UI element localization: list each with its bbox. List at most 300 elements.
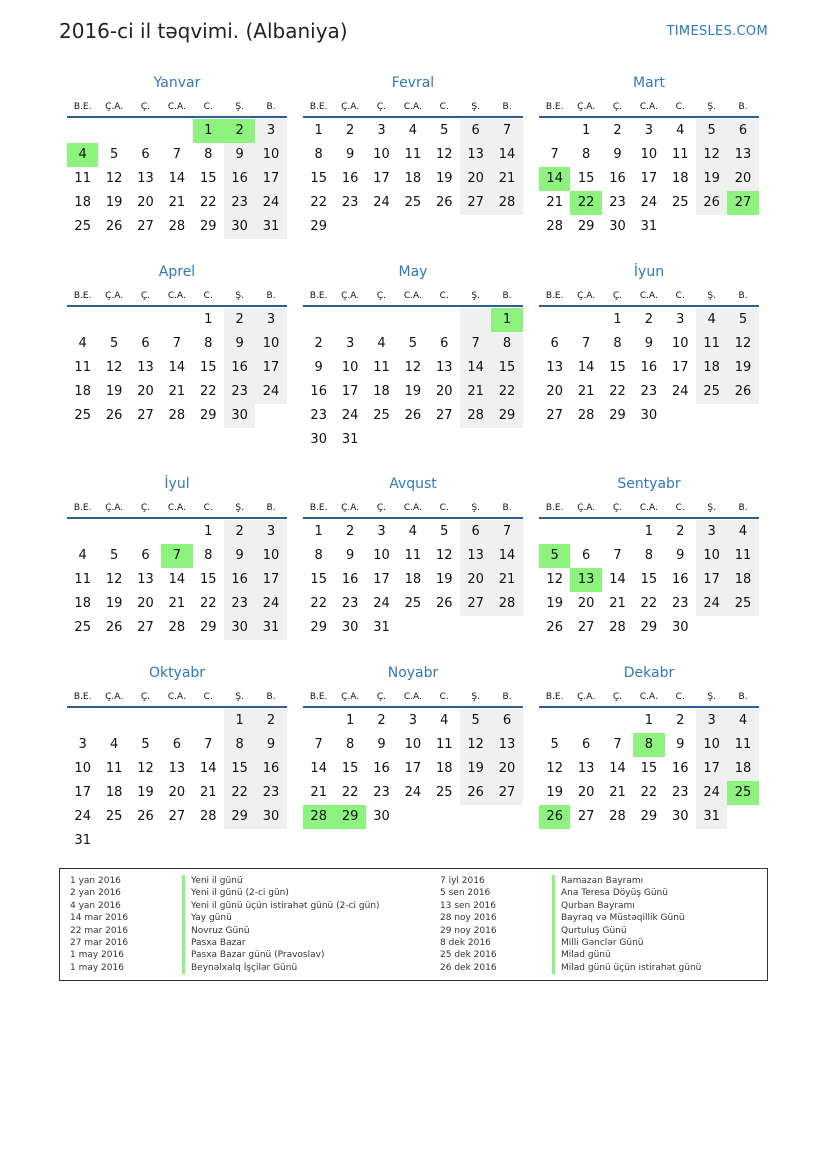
empty-cell (570, 520, 601, 544)
day-cell: 24 (255, 380, 286, 404)
day-cell: 21 (168, 384, 186, 399)
day-cell: 25 (74, 408, 91, 423)
day-cell: 27 (460, 191, 491, 215)
empty-cell (130, 308, 161, 332)
weekday-label: Ç.A. (341, 291, 360, 301)
weekday-label: Ç.A. (105, 503, 124, 513)
day-cell: 20 (460, 167, 491, 191)
weekday-label: Ç.A. (105, 692, 124, 702)
day-cell: 20 (435, 384, 453, 399)
days-grid (67, 118, 287, 239)
weekday-label: C.A. (167, 503, 186, 513)
weekday-label: C. (439, 291, 449, 301)
day-cell: 9 (644, 336, 653, 351)
day-cell: 17 (696, 757, 727, 781)
day-cell: 6 (460, 119, 491, 143)
day-cell: 5 (440, 524, 449, 539)
day-cell: 10 (74, 761, 91, 776)
day-cell: 6 (581, 737, 591, 752)
day-cell: 27 (137, 219, 154, 234)
day-cell: 8 (204, 548, 213, 563)
day-cell: 25 (404, 596, 422, 611)
day-cell: 10 (696, 544, 727, 568)
weekday-label: B. (738, 291, 748, 301)
day-cell: 7 (491, 520, 522, 544)
weekday-label: Ç. (140, 291, 151, 301)
weekday-label: B. (738, 102, 748, 112)
day-cell: 21 (609, 785, 626, 800)
day-cell: 12 (105, 572, 123, 587)
day-cell: 27 (137, 408, 154, 423)
day-cell: 20 (137, 596, 154, 611)
day-cell: 4 (696, 308, 727, 332)
holiday-row (430, 925, 701, 937)
day-cell: 16 (310, 384, 327, 399)
day-cell: 24 (404, 785, 422, 800)
month-3 (539, 70, 759, 239)
day-cell: 23 (373, 785, 390, 800)
empty-cell (366, 308, 397, 332)
holiday-row (60, 949, 380, 961)
day-cell: 23 (224, 191, 255, 215)
weekday-label: Ç.A. (341, 102, 360, 112)
day-cell: 22 (199, 596, 217, 611)
holiday-name: Pasxa Bazar günü (Pravoslav) (182, 949, 324, 961)
day-cell: 11 (404, 147, 422, 162)
day-cell: 8 (204, 147, 213, 162)
day-cell: 8 (345, 737, 355, 752)
day-cell: 15 (199, 572, 217, 587)
day-cell: 29 (577, 219, 595, 234)
day-cell: 22 (224, 781, 255, 805)
weekday-header (303, 285, 523, 307)
day-cell: 25 (435, 785, 453, 800)
day-cell: 24 (373, 195, 390, 210)
month-name: İyun (633, 264, 665, 280)
day-cell: 28 (168, 408, 186, 423)
day-cell: 2 (613, 123, 622, 138)
weekday-header (539, 96, 759, 118)
day-cell: 26 (435, 195, 453, 210)
day-cell: 1 (314, 123, 323, 138)
weekday-label: B.E. (545, 291, 564, 301)
day-cell: 19 (105, 195, 123, 210)
holiday-name: Ramazan Bayramı (552, 875, 643, 887)
day-cell: 7 (613, 737, 622, 752)
holiday-day-cell: 5 (539, 544, 570, 568)
day-cell: 19 (460, 757, 491, 781)
weekday-label: B.E. (309, 692, 328, 702)
day-cell: 19 (404, 384, 422, 399)
day-cell: 27 (577, 620, 595, 635)
weekday-label: C.A. (639, 102, 658, 112)
weekday-label: B.E. (309, 503, 328, 513)
days-grid (539, 519, 759, 640)
month-name: Dekabr (623, 665, 675, 681)
day-cell: 23 (609, 195, 626, 210)
holiday-name: Yeni il günü (182, 875, 243, 887)
day-cell: 17 (255, 167, 286, 191)
weekday-label: Ç. (376, 102, 387, 112)
day-cell: 29 (491, 404, 522, 428)
days-grid (303, 708, 523, 829)
day-cell: 2 (345, 123, 355, 138)
day-cell: 13 (491, 733, 522, 757)
empty-cell (460, 308, 491, 332)
day-cell: 30 (224, 616, 255, 640)
day-cell: 18 (105, 785, 123, 800)
holiday-date: 1 yan 2016 (70, 876, 121, 886)
day-cell: 18 (404, 171, 422, 186)
day-cell: 29 (640, 620, 658, 635)
day-cell: 2 (676, 713, 685, 728)
weekday-header (303, 497, 523, 519)
day-cell: 20 (460, 568, 491, 592)
day-cell: 19 (105, 384, 123, 399)
day-cell: 4 (109, 737, 119, 752)
day-cell: 5 (696, 119, 727, 143)
day-cell: 10 (255, 143, 286, 167)
month-name: Yanvar (153, 75, 201, 91)
day-cell: 4 (377, 336, 386, 351)
day-cell: 28 (491, 592, 522, 616)
weekday-label: Ç.A. (341, 503, 360, 513)
day-cell: 16 (255, 757, 286, 781)
day-cell: 6 (141, 336, 150, 351)
day-cell: 13 (168, 761, 186, 776)
day-cell: 31 (640, 219, 658, 234)
day-cell: 20 (577, 596, 595, 611)
day-cell: 27 (435, 408, 453, 423)
day-cell: 18 (671, 171, 689, 186)
day-cell: 8 (491, 332, 522, 356)
day-cell: 31 (341, 432, 359, 447)
day-cell: 7 (314, 737, 323, 752)
day-cell: 25 (105, 809, 123, 824)
holiday-day-cell: 7 (161, 544, 192, 568)
weekday-label: Ç. (612, 503, 623, 513)
empty-cell (67, 709, 98, 733)
day-cell: 24 (640, 195, 658, 210)
day-cell: 18 (404, 572, 422, 587)
day-cell: 5 (141, 737, 150, 752)
weekday-label: Ç. (140, 503, 151, 513)
day-cell: 10 (671, 336, 689, 351)
month-12 (539, 660, 759, 829)
weekday-label: Ç. (140, 692, 151, 702)
holiday-column-left (60, 875, 380, 974)
day-cell: 21 (577, 384, 595, 399)
day-cell: 13 (137, 572, 154, 587)
holiday-name: Yay günü (182, 912, 232, 924)
holiday-row (60, 925, 380, 937)
holiday-day-cell: 8 (633, 733, 664, 757)
weekday-label: Ç. (376, 692, 387, 702)
weekday-label: B.E. (73, 102, 92, 112)
day-cell: 2 (314, 336, 323, 351)
holiday-name: Milad günü üçün istirahət günü (552, 962, 701, 974)
day-cell: 23 (671, 596, 689, 611)
day-cell: 5 (408, 336, 417, 351)
brand-link[interactable]: TIMESLES.COM (666, 24, 768, 39)
day-cell: 16 (341, 171, 359, 186)
day-cell: 10 (640, 147, 658, 162)
day-cell: 7 (491, 119, 522, 143)
day-cell: 17 (74, 785, 91, 800)
month-name: İyul (164, 476, 190, 492)
day-cell: 24 (696, 781, 727, 805)
day-cell: 28 (609, 620, 626, 635)
day-cell: 26 (137, 809, 154, 824)
day-cell: 11 (105, 761, 123, 776)
empty-cell (130, 119, 161, 143)
weekday-label: B. (502, 692, 512, 702)
empty-cell (67, 520, 98, 544)
days-grid (539, 708, 759, 829)
day-cell: 13 (546, 360, 563, 375)
day-cell: 6 (172, 737, 181, 752)
holiday-row (60, 962, 380, 974)
holiday-day-cell: 14 (539, 167, 570, 191)
weekday-label: C.A. (403, 291, 422, 301)
empty-cell (161, 709, 192, 733)
weekday-label: C. (675, 291, 685, 301)
weekday-label: Ç. (612, 692, 623, 702)
day-cell: 26 (696, 191, 727, 215)
holiday-day-cell: 1 (193, 119, 224, 143)
day-cell: 21 (310, 785, 327, 800)
day-cell: 12 (727, 332, 758, 356)
day-cell: 26 (435, 596, 453, 611)
day-cell: 12 (105, 171, 123, 186)
holiday-name: Bayraq və Müstəqillik Günü (552, 912, 685, 924)
day-cell: 30 (609, 219, 626, 234)
day-cell: 1 (204, 312, 213, 327)
day-cell: 7 (460, 332, 491, 356)
holiday-name: Pasxa Bazar (182, 937, 246, 949)
day-cell: 20 (137, 384, 154, 399)
empty-cell (602, 709, 633, 733)
day-cell: 22 (640, 596, 658, 611)
weekday-label: C.A. (403, 102, 422, 112)
day-cell: 20 (168, 785, 186, 800)
weekday-label: Ş. (235, 102, 244, 112)
weekday-label: Ş. (471, 291, 480, 301)
day-cell: 4 (78, 336, 87, 351)
day-cell: 3 (345, 336, 355, 351)
day-cell: 5 (109, 336, 119, 351)
weekday-header (539, 686, 759, 708)
holiday-name: Yeni il günü üçün istirahət günü (2-ci gün) (182, 900, 380, 912)
day-cell: 11 (727, 733, 758, 757)
empty-cell (67, 119, 98, 143)
day-cell: 1 (224, 709, 255, 733)
day-cell: 28 (577, 408, 595, 423)
day-cell: 11 (404, 548, 422, 563)
day-cell: 19 (137, 785, 154, 800)
day-cell: 11 (696, 332, 727, 356)
day-cell: 19 (546, 785, 563, 800)
day-cell: 14 (168, 171, 186, 186)
holiday-day-cell: 28 (303, 805, 334, 829)
day-cell: 2 (377, 713, 386, 728)
day-cell: 18 (74, 596, 91, 611)
weekday-label: B. (266, 291, 276, 301)
weekday-label: C. (203, 692, 213, 702)
weekday-label: Ş. (471, 503, 480, 513)
day-cell: 30 (671, 620, 689, 635)
days-grid (67, 519, 287, 640)
days-grid (303, 118, 523, 239)
holiday-date: 7 iyl 2016 (440, 876, 485, 886)
day-cell: 1 (345, 713, 355, 728)
day-cell: 1 (613, 312, 622, 327)
day-cell: 21 (491, 167, 522, 191)
day-cell: 19 (435, 572, 453, 587)
day-cell: 7 (172, 147, 181, 162)
day-cell: 29 (199, 408, 217, 423)
day-cell: 18 (74, 384, 91, 399)
day-cell: 14 (491, 143, 522, 167)
month-name: Fevral (391, 75, 435, 91)
day-cell: 24 (255, 592, 286, 616)
days-grid (303, 307, 523, 452)
day-cell: 23 (255, 781, 286, 805)
holiday-date: 1 may 2016 (70, 962, 124, 973)
day-cell: 27 (137, 620, 154, 635)
empty-cell (539, 709, 570, 733)
day-cell: 8 (644, 548, 653, 563)
day-cell: 5 (550, 737, 559, 752)
day-cell: 16 (640, 360, 658, 375)
holiday-name: Yeni il günü (2-ci gün) (182, 887, 289, 899)
day-cell: 3 (408, 713, 417, 728)
day-cell: 11 (74, 572, 91, 587)
day-cell: 6 (460, 520, 491, 544)
weekday-label: Ç.A. (577, 692, 596, 702)
day-cell: 1 (581, 123, 591, 138)
day-cell: 5 (109, 147, 119, 162)
day-cell: 15 (341, 761, 359, 776)
weekday-label: C. (203, 291, 213, 301)
day-cell: 30 (640, 408, 658, 423)
day-cell: 21 (199, 785, 217, 800)
day-cell: 7 (204, 737, 213, 752)
day-cell: 25 (404, 195, 422, 210)
weekday-label: C. (675, 503, 685, 513)
day-cell: 6 (491, 709, 522, 733)
day-cell: 13 (460, 544, 491, 568)
holiday-date: 1 may 2016 (70, 950, 124, 961)
day-cell: 26 (105, 219, 123, 234)
weekday-label: B. (738, 503, 748, 513)
day-cell: 21 (168, 596, 186, 611)
day-cell: 31 (696, 805, 727, 829)
month-6 (539, 259, 759, 428)
day-cell: 23 (640, 384, 658, 399)
day-cell: 15 (310, 171, 327, 186)
empty-cell (130, 709, 161, 733)
day-cell: 2 (224, 308, 255, 332)
empty-cell (193, 709, 224, 733)
day-cell: 9 (676, 548, 685, 563)
day-cell: 16 (671, 761, 689, 776)
empty-cell (602, 520, 633, 544)
empty-cell (539, 520, 570, 544)
day-cell: 24 (696, 592, 727, 616)
weekday-label: B. (266, 503, 276, 513)
days-grid (539, 307, 759, 428)
weekday-label: B. (502, 503, 512, 513)
day-cell: 23 (671, 785, 689, 800)
day-cell: 31 (373, 620, 390, 635)
day-cell: 12 (404, 360, 422, 375)
holiday-name: Qurban Bayramı (552, 900, 635, 912)
month-4 (67, 259, 287, 428)
day-cell: 11 (74, 171, 91, 186)
day-cell: 20 (491, 757, 522, 781)
weekday-header (67, 686, 287, 708)
day-cell: 29 (199, 219, 217, 234)
day-cell: 1 (314, 524, 323, 539)
day-cell: 16 (224, 356, 255, 380)
day-cell: 5 (109, 548, 119, 563)
day-cell: 15 (640, 572, 658, 587)
day-cell: 12 (696, 143, 727, 167)
month-9 (539, 471, 759, 640)
day-cell: 8 (581, 147, 591, 162)
day-cell: 15 (310, 572, 327, 587)
day-cell: 17 (255, 356, 286, 380)
day-cell: 14 (168, 572, 186, 587)
holiday-row (430, 900, 701, 912)
day-cell: 23 (341, 195, 359, 210)
day-cell: 9 (224, 332, 255, 356)
holiday-name: Beynəlxalq İşçilər Günü (182, 962, 297, 974)
day-cell: 3 (255, 119, 286, 143)
holiday-date: 2 yan 2016 (70, 888, 121, 899)
weekday-label: Ç.A. (577, 291, 596, 301)
day-cell: 19 (696, 167, 727, 191)
empty-cell (334, 308, 365, 332)
day-cell: 22 (310, 195, 327, 210)
weekday-label: Ş. (707, 503, 716, 513)
day-cell: 6 (440, 336, 449, 351)
holiday-name: Ana Teresa Döyüş Günü (552, 887, 668, 899)
holiday-column-right (430, 875, 701, 974)
day-cell: 10 (341, 360, 359, 375)
day-cell: 23 (224, 592, 255, 616)
month-2 (303, 70, 523, 239)
day-cell: 13 (137, 360, 154, 375)
day-cell: 18 (373, 384, 390, 399)
weekday-label: C.A. (403, 692, 422, 702)
holiday-row (430, 949, 701, 961)
day-cell: 12 (460, 733, 491, 757)
holiday-name: Milli Gənclər Günü (552, 937, 643, 949)
day-cell: 30 (224, 404, 255, 428)
weekday-header (67, 497, 287, 519)
weekday-label: B.E. (309, 291, 328, 301)
weekday-label: Ç. (376, 291, 387, 301)
day-cell: 26 (727, 380, 758, 404)
day-cell: 7 (550, 147, 559, 162)
day-cell: 31 (74, 833, 91, 848)
day-cell: 2 (345, 524, 355, 539)
day-cell: 27 (546, 408, 563, 423)
day-cell: 30 (671, 809, 689, 824)
day-cell: 13 (460, 143, 491, 167)
